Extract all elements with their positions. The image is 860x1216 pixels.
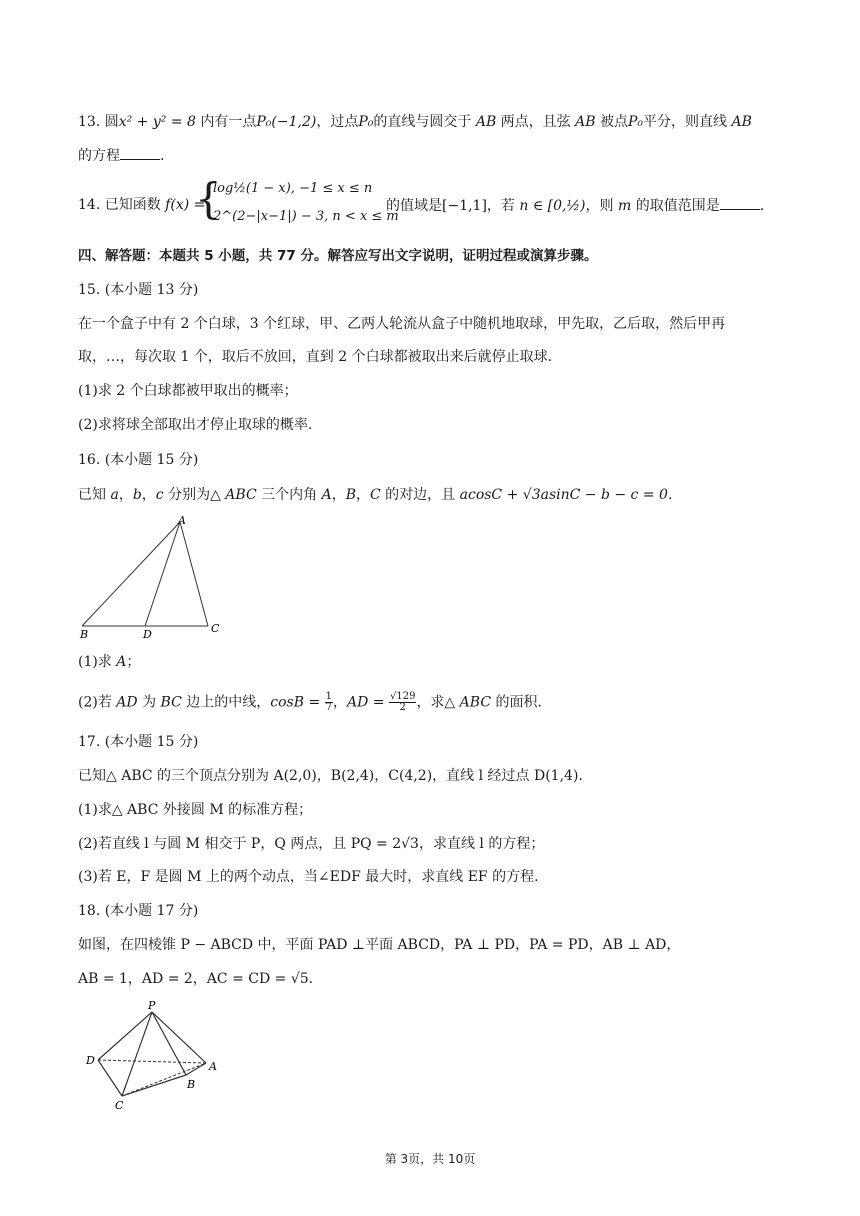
q13-p0-c: P₀ (628, 114, 644, 130)
q16-t2: ， (118, 487, 133, 503)
q14-function-name: f(x) = (165, 197, 206, 213)
q18-label-d: D (86, 1054, 95, 1067)
q13-ab3: AB (731, 114, 752, 130)
q16-triangle-figure (74, 512, 234, 642)
q16-p2-t3: 边上的中线， (181, 694, 271, 711)
q14-text-d: 的取值范围是 (631, 198, 720, 214)
q13-p0-b: P₀ (358, 114, 374, 130)
q16-p2-t2: 为 (137, 694, 161, 711)
q16-p2-t4: ， (333, 694, 347, 711)
q16-ad-num: √129 (389, 691, 416, 702)
q16-p2-t6: 的面积. (491, 694, 542, 711)
q16-cosb-fraction (325, 692, 333, 713)
q13-answer-blank[interactable] (120, 145, 160, 160)
q15-part2: (2)求将球全部取出才停止取球的概率. (78, 417, 313, 433)
q18-pyramid-figure (82, 996, 232, 1114)
q16-C: C (370, 487, 381, 503)
q16-t3: ， (141, 487, 156, 503)
q16-ad-fraction (389, 692, 416, 713)
q16-heading: 16. (本小题 15 分) (78, 452, 199, 468)
q16-cosb: cosB = (270, 694, 325, 711)
q13-ab: AB (475, 114, 497, 130)
q16-part1 (78, 652, 140, 672)
q14-text-a: 已知函数 (104, 197, 166, 213)
q13-text-d: 的直线与圆交于 (373, 114, 476, 130)
q16-part2 (78, 692, 542, 713)
q13-ab2: AB (575, 114, 596, 130)
q16-condition-equation: acosC + √3asinC − b − c = 0 (459, 487, 668, 503)
q18-label-a: A (209, 1060, 217, 1073)
q16-median-ad (145, 522, 180, 626)
q17-part2: (2)若直线 l 与圆 M 相交于 P，Q 两点，且 PQ = 2√3，求直线 l 的方程； (78, 836, 545, 852)
q14-number: 14. (78, 197, 101, 213)
q16-side-ac (180, 522, 208, 626)
page-footer: 第 3页，共 10页 (384, 1152, 476, 1166)
q14-end: . (759, 198, 765, 214)
q16-line1 (78, 485, 672, 505)
q16-abc: ABC (225, 487, 257, 503)
q14-answer-blank[interactable] (720, 195, 760, 210)
q18-heading: 18. (本小题 17 分) (78, 903, 199, 919)
q16-p2-t1: (2)若 (78, 694, 117, 711)
q16-t5: 三个内角 (256, 487, 322, 503)
q16-t9: . (667, 487, 673, 503)
q18-line2: AB = 1，AD = 2，AC = CD = √5. (78, 971, 314, 987)
q14-piece-2: 2^(2−|x−1|) − 3, n < x ≤ m (213, 209, 399, 224)
q17-line1: 已知△ ABC 的三个顶点分别为 A(2,0)，B(2,4)，C(4,2)，直线 l 经过点 D(1,4). (78, 768, 583, 784)
q18-label-c: C (115, 1099, 124, 1112)
q16-label-a: A (178, 514, 186, 527)
q18-label-b: B (187, 1078, 196, 1091)
q16-A: A (321, 487, 332, 503)
q18-edge-cb (122, 1075, 186, 1096)
q13-number: 13. (78, 114, 101, 130)
q13-text-f: 被点 (595, 114, 628, 130)
q16-c: c (155, 487, 164, 503)
q18-label-p: P (148, 999, 156, 1012)
q17-part1: (1)求△ ABC 外接圆 M 的标准方程； (78, 802, 313, 818)
q16-cosb-num: 1 (325, 691, 332, 702)
q15-part1: (1)求 2 个白球都被甲取出的概率； (78, 383, 298, 399)
q16-a: a (110, 487, 119, 503)
q13-text-g: 平分，则直线 (643, 114, 732, 130)
q16-t6: ， (331, 487, 346, 503)
section-4-heading: 四、解答题：本题共 5 小题，共 77 分。解答应写出文字说明，证明过程或演算步骤。 (78, 248, 598, 264)
q14-piece-1: log½(1 − x), −1 ≤ x ≤ n (213, 181, 373, 196)
q14-text-b: 的值域是[−1,1]，若 (386, 198, 520, 214)
q14-line-rest (386, 195, 764, 216)
q16-p2-t5: ，求△ (416, 694, 460, 711)
q16-label-c: C (211, 622, 220, 635)
q14-text-c: ，则 (585, 198, 618, 214)
q17-heading: 17. (本小题 15 分) (78, 734, 199, 750)
q16-b: b (132, 487, 142, 503)
q16-p1-text: (1)求 (78, 654, 117, 670)
q16-p1-A: A (116, 654, 127, 670)
q16-t8: 的对边，且 (380, 487, 460, 503)
q13-text-c: ，过点 (316, 114, 359, 130)
q16-p2-bc: BC (160, 694, 182, 711)
q16-t7: ， (356, 487, 370, 503)
q16-t4: 分别为△ (163, 487, 226, 503)
q13-line2-text: 的方程 (78, 148, 120, 164)
q16-cosb-den: 7 (325, 702, 332, 713)
q14-m: m (617, 198, 632, 214)
q16-label-d: D (143, 628, 152, 641)
q15-heading: 15. (本小题 13 分) (78, 282, 199, 298)
q18-edge-pa (152, 1012, 206, 1063)
q13-end: . (160, 148, 165, 164)
q15-line2: 取，…，每次取 1 个，取后不放回，直到 2 个白球都被取出来后就停止取球. (78, 349, 553, 365)
q17-part3: (3)若 E，F 是圆 M 上的两个动点，当∠EDF 最大时，求直线 EF 的方程. (78, 869, 539, 885)
q14-n-range: n ∈ [0,½) (519, 198, 586, 214)
q13-text-e: 两点，且弦 (496, 114, 576, 130)
q16-p2-ad: AD (116, 694, 138, 711)
q16-ad-eq: AD = (347, 694, 389, 711)
q18-edge-da-hidden (98, 1060, 206, 1063)
q18-edge-pb (152, 1012, 186, 1075)
q13-line1 (78, 112, 752, 132)
q13-line2 (78, 145, 164, 166)
q18-edge-dc (98, 1060, 122, 1096)
q16-p2-abc: ABC (459, 694, 492, 711)
q16-ad-den: 2 (399, 702, 406, 713)
q13-circle-equation: x² + y² = 8 (118, 114, 196, 130)
q16-side-ab (82, 522, 180, 626)
q15-line1: 在一个盒子中有 2 个白球，3 个红球，甲、乙两人轮流从盒子中随机地取球，甲先取，乙后取，然后甲再 (78, 316, 726, 332)
q16-B: B (345, 487, 356, 503)
q16-t1: 已知 (78, 487, 111, 503)
q13-text-a: 圆 (104, 114, 119, 130)
q18-line1: 如图，在四棱锥 P − ABCD 中，平面 PAD ⊥平面 ABCD，PA ⊥ PD，PA = PD，AB ⊥ AD， (78, 937, 681, 953)
q13-text-b: 内有一点 (195, 114, 257, 130)
q14-line (78, 195, 205, 215)
q16-p1-end: ； (126, 654, 141, 670)
q18-edge-ba (186, 1063, 206, 1075)
q16-label-b: B (80, 628, 89, 641)
q14-brace: { (195, 174, 222, 223)
q13-point-p0: P₀(−1,2) (256, 114, 317, 130)
